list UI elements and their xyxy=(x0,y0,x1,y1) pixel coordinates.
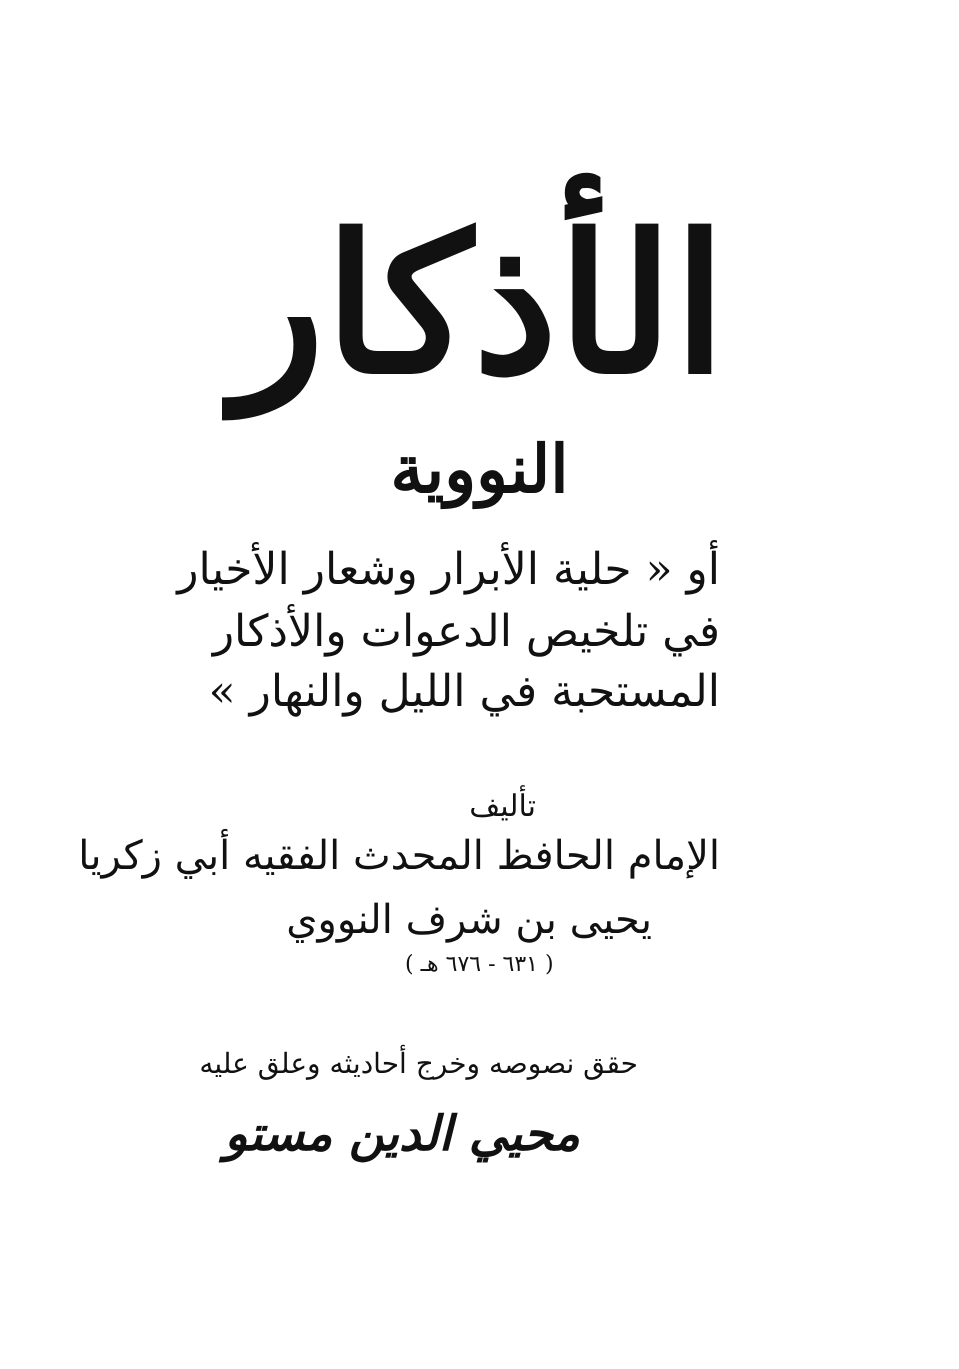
author-label: تأليف xyxy=(469,789,536,824)
alternate-title-line-1: أو « حلية الأبرار وشعار الأخيار xyxy=(177,544,720,595)
author-name-line: يحيى بن شرف النووي xyxy=(286,897,652,943)
author-dates: ( ٦٣١ - ٦٧٦ هـ ) xyxy=(405,952,554,977)
book-main-title: الأذكار xyxy=(232,193,727,416)
book-subtitle: النووية xyxy=(390,430,569,508)
alternate-title-line-3: المستحبة في الليل والنهار » xyxy=(208,666,720,717)
editor-credit-label: حقق نصوصه وخرج أحاديثه وعلق عليه xyxy=(199,1047,638,1080)
editor-name: محيي الدين مستو xyxy=(224,1106,580,1162)
alternate-title-line-2: في تلخيص الدعوات والأذكار xyxy=(212,606,720,657)
author-title-line: الإمام الحافظ المحدث الفقيه أبي زكريا xyxy=(78,833,720,879)
